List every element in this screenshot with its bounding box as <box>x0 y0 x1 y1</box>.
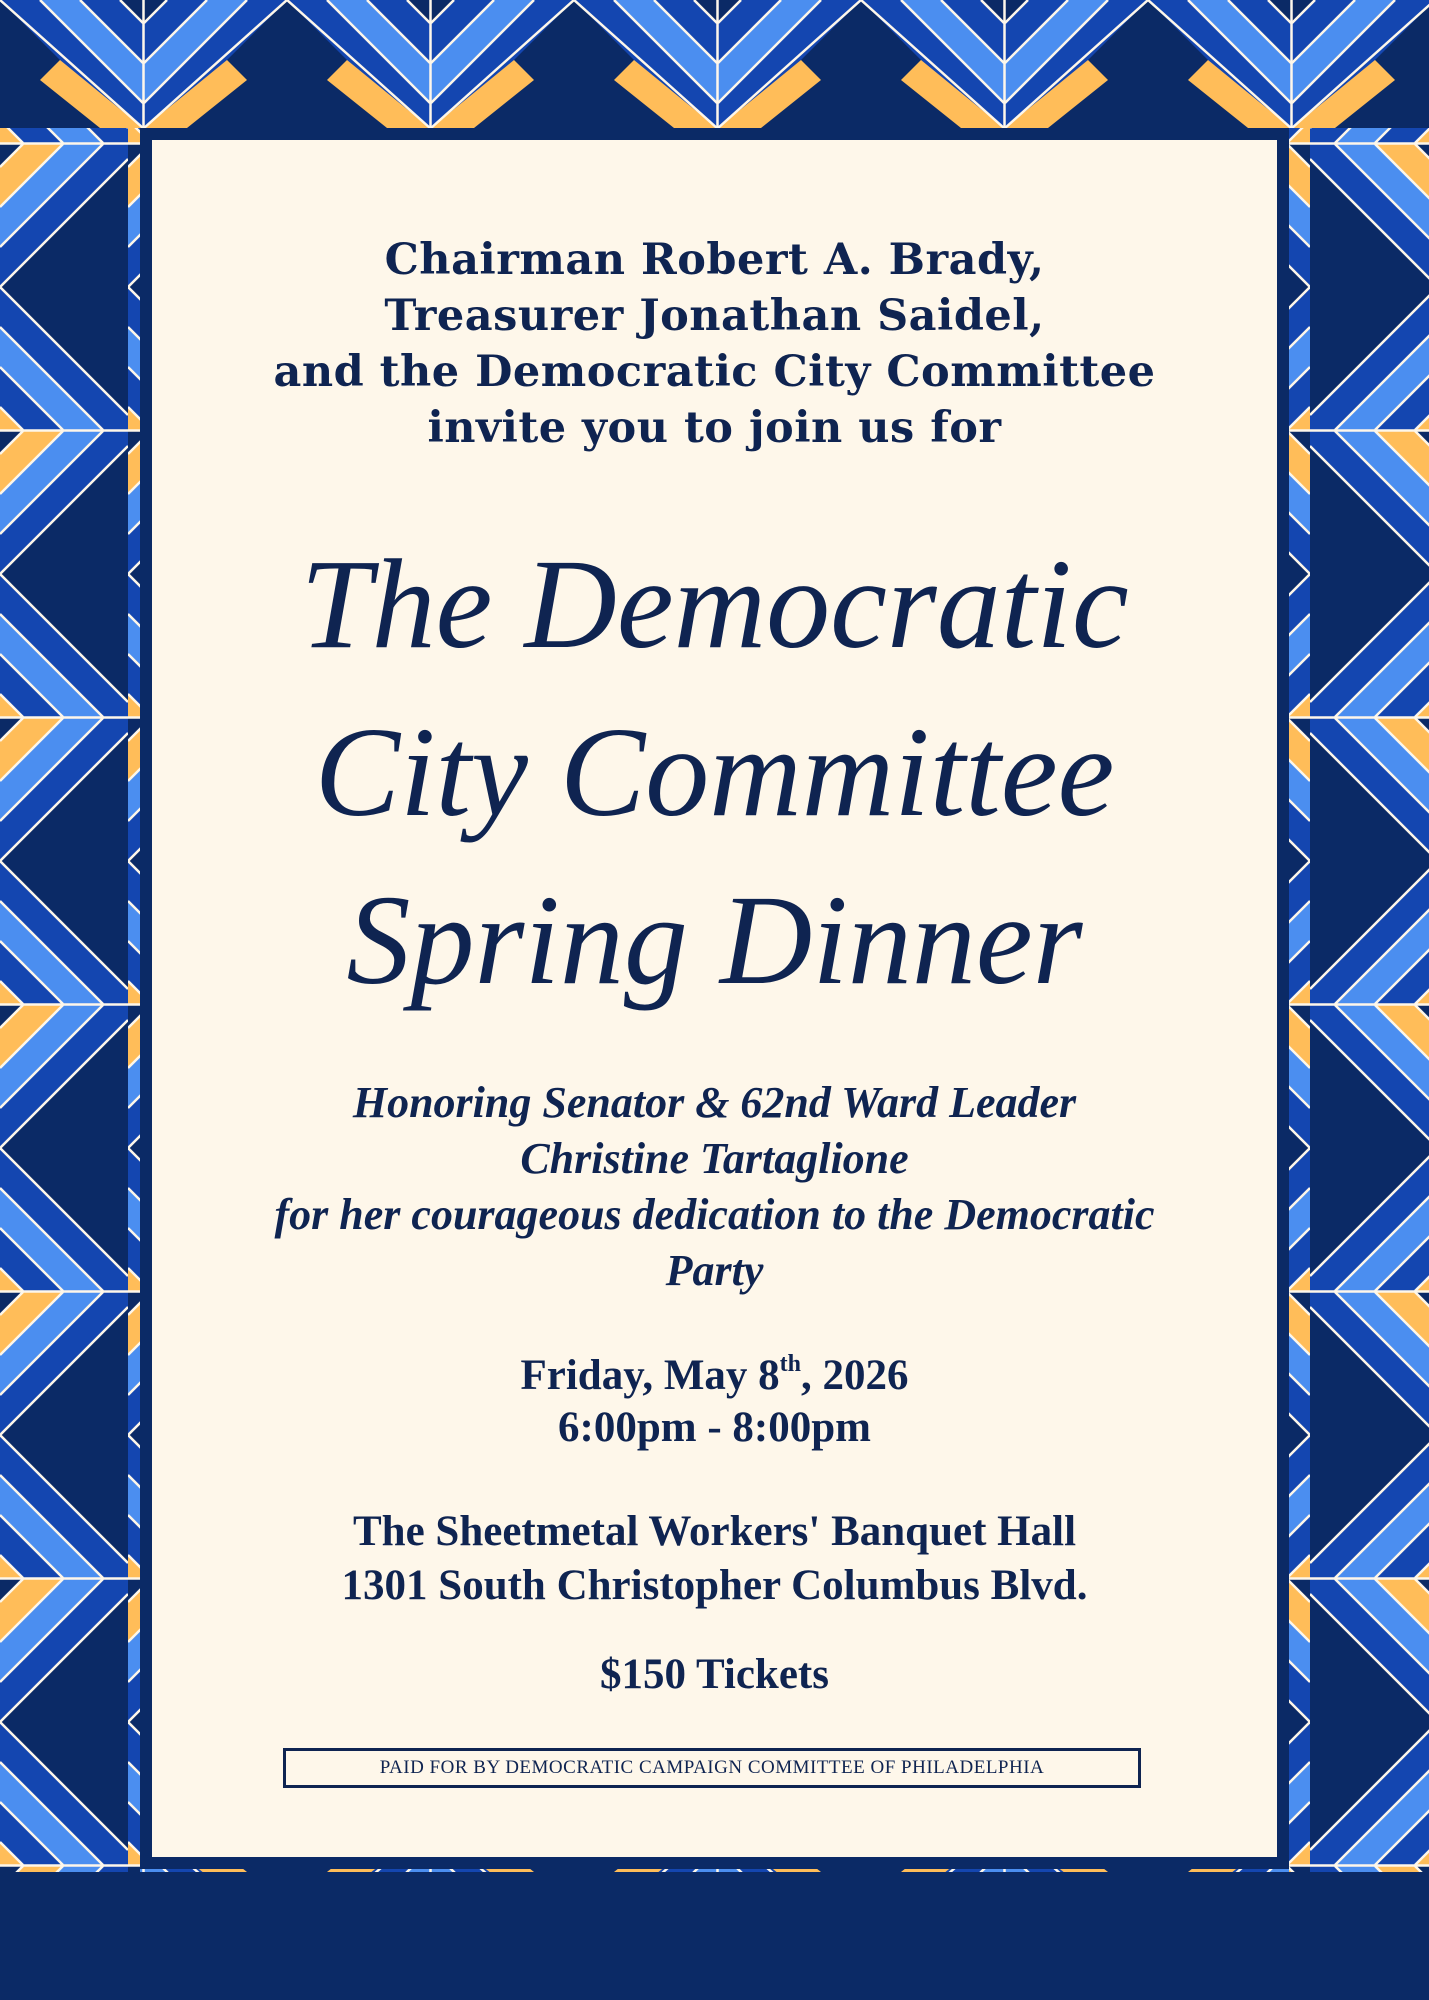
honoree-line: Honoring Senator & 62nd Ward Leader <box>352 1078 1077 1127</box>
venue-address: 1301 South Christopher Columbus Blvd. <box>341 1562 1088 1609</box>
title-line: The Democratic <box>300 533 1129 675</box>
honoree-line: Party <box>665 1246 764 1295</box>
honoree-block <box>212 1075 1217 1299</box>
venue-name: The Sheetmetal Workers' Banquet Hall <box>352 1508 1077 1555</box>
date-year: , 2026 <box>801 1352 909 1399</box>
honoree-line: for her courageous dedication to the Democratic <box>274 1190 1155 1239</box>
title-line: Spring Dinner <box>346 869 1083 1011</box>
paid-for-disclaimer: PAID FOR BY DEMOCRATIC CAMPAIGN COMMITTEE OF PHILADELPHIA <box>283 1748 1141 1788</box>
invitation-content <box>152 140 1277 1857</box>
title-line: City Committee <box>314 701 1115 843</box>
event-date <box>152 1350 1277 1402</box>
event-time: 6:00pm - 8:00pm <box>558 1404 871 1451</box>
host-line: Treasurer Jonathan Saidel, <box>384 291 1045 341</box>
border-left <box>0 128 140 1872</box>
date-ordinal: th <box>779 1351 802 1377</box>
event-title <box>152 520 1277 1024</box>
border-top <box>0 0 1429 128</box>
ticket-price: $150 Tickets <box>600 1651 829 1698</box>
honoree-line: Christine Tartaglione <box>520 1134 909 1183</box>
host-line: Chairman Robert A. Brady, <box>384 235 1045 285</box>
invitation-card <box>140 128 1289 1869</box>
host-line: and the Democratic City Committee <box>273 347 1156 397</box>
host-line: invite you to join us for <box>427 403 1002 453</box>
date-prefix: Friday, May 8 <box>520 1352 780 1399</box>
date-time-block <box>152 1350 1277 1454</box>
hosts-block <box>152 232 1277 456</box>
invitation-card-body <box>152 140 1277 1857</box>
venue-block <box>152 1505 1277 1613</box>
border-right <box>1289 128 1429 1872</box>
